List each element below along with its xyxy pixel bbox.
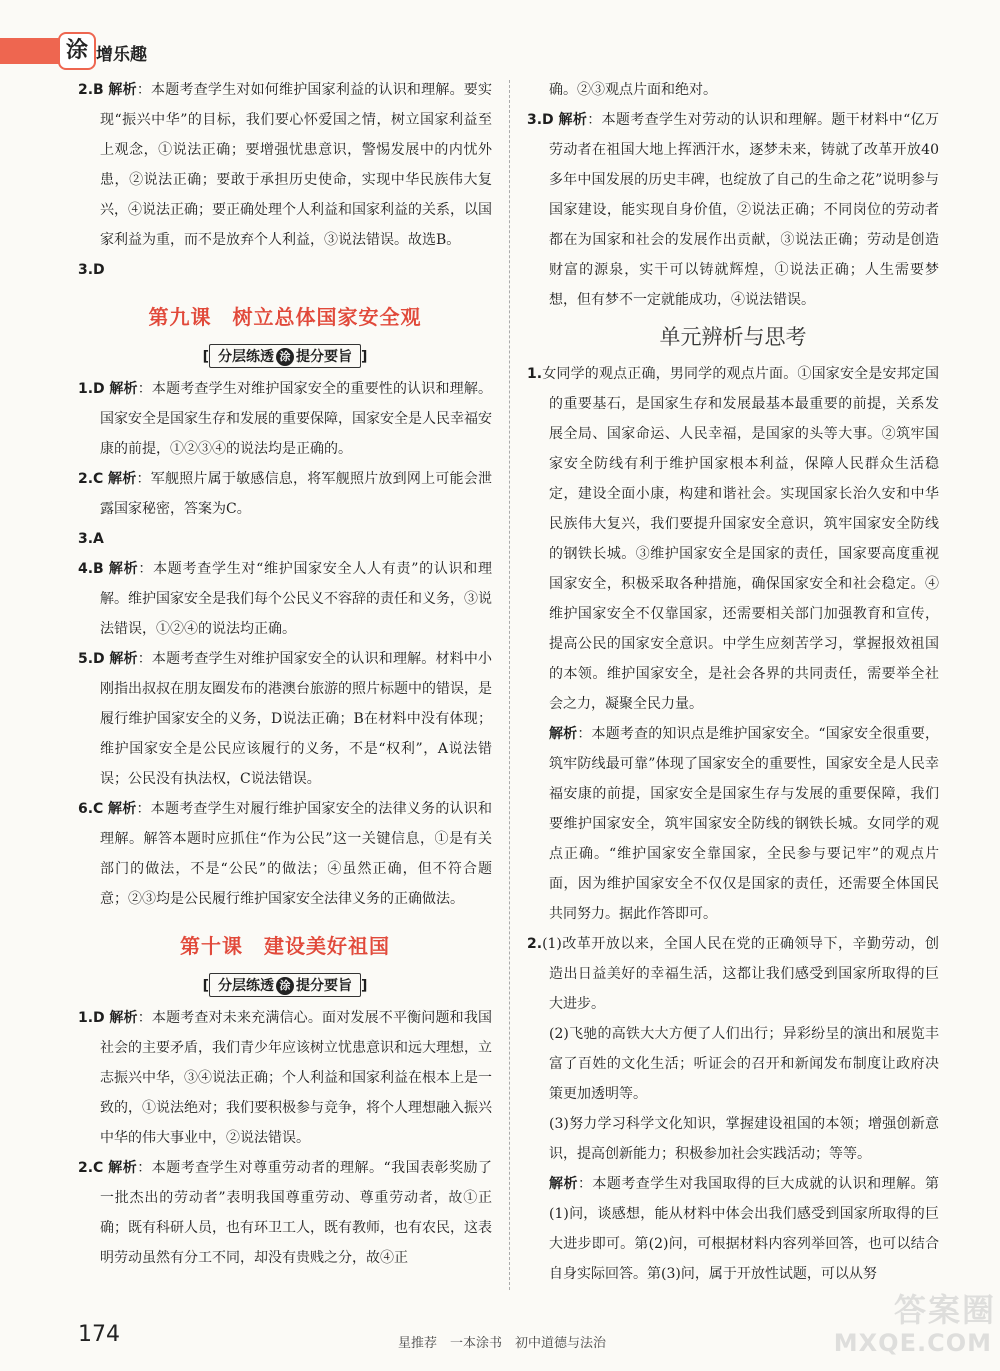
answer-subpart: (2)飞驰的高铁大大方便了人们出行；异彩纷呈的演出和展览丰富了百姓的文化生活；听证会的召开和新闻发布制度让政府决策更加透明等。 xyxy=(549,1026,939,1102)
footer-title: 星推荐 一本涂书 初中道德与法治 xyxy=(398,1336,607,1351)
answer-item: 6.C 解析：本题考查学生对履行维护国家安全的法律义务的认识和理解。解答本题时应抓住“作为公民”这一关键信息，①是有关部门的做法，不是“公民”的做法；④虽然正确，但不符合题意；②③均是公民履行维护国家安全法律义务的正确做法。 xyxy=(78,801,493,907)
brand-header xyxy=(0,30,150,74)
right-column xyxy=(527,75,939,1289)
answer-item: 3.A xyxy=(78,531,104,547)
watermark-url: MXQE.COM xyxy=(833,1329,992,1357)
unit-section-title: 单元辨析与思考 xyxy=(659,325,807,349)
answer-item: 5.D 解析：本题考查学生对维护国家安全的认识和理解。材料中小刚指出叔叔在朋友圈发布的港澳台旅游的照片标题中的错误，是履行维护国家安全的义务，D说法正确；B在材料中没有体现；维护国家安全是公民应该履行的义务，不是“权利”，A说法错误；公民没有执法权，C说法错误。 xyxy=(78,651,493,787)
answer-item: 1.D 解析：本题考查对未来充满信心。面对发展不平衡问题和我国社会的主要矛盾，我们青少年应该树立忧患意识和远大理想，立志振兴中华，③④说法正确；个人利益和国家利益在根本上是一致的，①说法绝对；我们要积极参与竞争，将个人理想融入振兴中华的伟大事业中，②说法错误。 xyxy=(78,1010,493,1146)
lesson-title-9: 第九课 树立总体国家安全观 xyxy=(148,305,422,329)
brand-logo-icon: 涂 xyxy=(58,32,96,70)
analysis: 解析：本题考查学生对我国取得的巨大成就的认识和理解。第(1)问，谈感想，能从材料中体会出我们感受到国家所取得的巨大进步即可。第(2)问，可根据材料内容列举回答，也可以结合自身实际回答。第(3)问，属于开放性试题，可以从努 xyxy=(549,1176,940,1282)
column-divider xyxy=(509,80,510,1290)
section-badge: [ 分层练透 涂 提分要旨 ] xyxy=(78,973,492,997)
answer-item: 1.D 解析：本题考查学生对维护国家安全的重要性的认识和理解。国家安全是国家生存和发展的重要保障，国家安全是人民幸福安康的前提，①②③④的说法均是正确的。 xyxy=(78,381,493,457)
page-number: 174 xyxy=(78,1322,120,1347)
brand-name: 增乐趣 xyxy=(96,45,147,65)
answer-item: 4.B 解析：本题考查学生对“维护国家安全人人有责”的认识和理解。维护国家安全是我们每个公民义不容辞的责任和义务，③说法错误，①②④的说法均正确。 xyxy=(78,561,492,637)
lesson-title-10: 第十课 建设美好祖国 xyxy=(180,934,390,958)
left-column xyxy=(78,75,492,1273)
watermark-text: 答案圈 xyxy=(893,1291,996,1329)
answer-continuation: 确。②③观点片面和绝对。 xyxy=(549,82,717,98)
answer-item: 2.C 解析：军舰照片属于敏感信息，将军舰照片放到网上可能会泄露国家秘密，答案为C。 xyxy=(78,471,493,517)
tu-icon: 涂 xyxy=(276,977,294,995)
answer-item: 2.B 解析：本题考查学生对如何维护国家利益的认识和理解。要实现“振兴中华”的目标，我们要心怀爱国之情，树立国家利益至上观念，①说法正确；要增强忧患意识，警惕发展中的内忧外患，②说法正确；要敢于承担历史使命，实现中华民族伟大复兴，④说法正确；要正确处理个人利益和国家利益的关系，以国家利益为重，而不是放弃个人利益，③说法错误。故选B。 xyxy=(78,82,493,248)
answer-item: 3.D 解析：本题考查学生对劳动的认识和理解。题干材料中“亿万劳动者在祖国大地上挥洒汗水，逐梦未来，铸就了改革开放40多年中国发展的历史丰碑，也绽放了自己的生命之花”说明参与国家建设，能实现自身价值，②说法正确；不同岗位的劳动者都在为国家和社会的发展作出贡献，③说法正确；劳动是创造财富的源泉，实干可以铸就辉煌，①说法正确；人生需要梦想，但有梦不一定就能成功，④说法错误。 xyxy=(527,112,939,308)
answer-item: 1.女同学的观点正确，男同学的观点片面。①国家安全是安邦定国的重要基石，是国家生存和发展最基本最重要的前提，关系发展全局、国家命运、人民幸福，是国家的头等大事。②筑牢国家安全防线有利于维护国家根本利益，保障人民群众生活稳定，建设全面小康，构建和谐社会。实现国家长治久安和中华民族伟大复兴，我们要提升国家安全意识，筑牢国家安全防线的钢铁长城。③维护国家安全是国家的责任，国家要高度重视国家安全，积极采取各种措施，确保国家安全和社会稳定。④维护国家安全不仅靠国家，还需要相关部门加强教育和宣传，提高公民的国家安全意识。中学生应刻苦学习，掌握报效祖国的本领。维护国家安全，是社会各界的共同责任，需要举全社会之力，凝聚全民力量。 xyxy=(527,366,939,712)
section-badge: [ 分层练透 涂 提分要旨 ] xyxy=(78,344,492,368)
answer-item: 3.D xyxy=(78,262,105,278)
answer-item: 2.C 解析：本题考查学生对尊重劳动者的理解。“我国表彰奖励了一批杰出的劳动者”表明我国尊重劳动、尊重劳动者，故①正确；既有科研人员，也有环卫工人，既有教师，也有农民，这表明劳动虽然有分工不同，却没有贵贱之分，故④正 xyxy=(78,1160,493,1266)
tu-icon: 涂 xyxy=(276,348,294,366)
answer-subpart: (3)努力学习科学文化知识，掌握建设祖国的本领；增强创新意识，提高创新能力；积极参加社会实践活动；等等。 xyxy=(549,1116,939,1162)
analysis: 解析：本题考查的知识点是维护国家安全。“国家安全很重要，筑牢防线最可靠”体现了国家安全的重要性，国家安全是人民幸福安康的前提，国家安全是国家生存与发展的重要保障，我们要维护国家安全，筑牢国家安全防线的钢铁长城。女同学的观点正确。“维护国家安全靠国家，全民参与要记牢”的观点片面，因为维护国家安全不仅仅是国家的责任，还需要全体国民共同努力。据此作答即可。 xyxy=(549,726,940,922)
watermark-logo xyxy=(833,1285,996,1365)
answer-item: 2.(1)改革开放以来，全国人民在党的正确领导下，辛勤劳动，创造出日益美好的幸福生活，这都让我们感受到国家所取得的巨大进步。 xyxy=(527,936,939,1012)
